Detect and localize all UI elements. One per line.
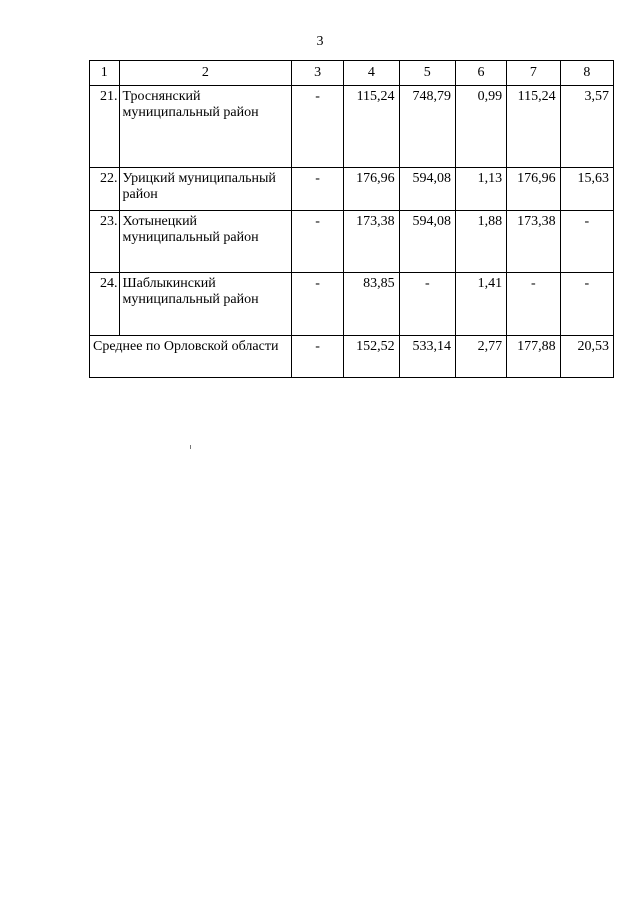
table-row	[90, 86, 614, 168]
header-cell: 5	[399, 61, 455, 86]
table-cell: -	[507, 273, 561, 336]
data-table	[89, 60, 614, 378]
table-cell: 115,24	[344, 86, 400, 168]
table-cell: 15,63	[560, 168, 613, 211]
table-cell: 177,88	[507, 336, 561, 378]
header-cell: 1	[90, 61, 120, 86]
page-number: 3	[316, 34, 324, 49]
row-number: 21.	[90, 86, 120, 168]
table-cell: 533,14	[399, 336, 455, 378]
table-row	[90, 168, 614, 211]
header-cell: 2	[119, 61, 292, 86]
district-name: Урицкий муниципальный район	[119, 168, 292, 211]
table-cell: 173,38	[344, 211, 400, 273]
table-cell: -	[560, 273, 613, 336]
header-cell: 3	[292, 61, 344, 86]
table-cell: -	[292, 211, 344, 273]
table-cell: 594,08	[399, 168, 455, 211]
row-number: 22.	[90, 168, 120, 211]
table-cell: 173,38	[507, 211, 561, 273]
row-number: 24.	[90, 273, 120, 336]
header-cell: 8	[560, 61, 613, 86]
scan-speck	[190, 445, 191, 449]
table-cell: -	[292, 336, 344, 378]
table-cell: -	[292, 168, 344, 211]
table-cell: 3,57	[560, 86, 613, 168]
table-row	[90, 273, 614, 336]
table-cell: 1,13	[456, 168, 507, 211]
total-row	[90, 336, 614, 378]
table-cell: -	[292, 273, 344, 336]
table-cell: 176,96	[507, 168, 561, 211]
table-cell: 594,08	[399, 211, 455, 273]
table-cell: 2,77	[456, 336, 507, 378]
table-cell: 115,24	[507, 86, 561, 168]
table-cell: 1,41	[456, 273, 507, 336]
table-cell: 176,96	[344, 168, 400, 211]
header-cell: 7	[507, 61, 561, 86]
header-row	[90, 61, 614, 86]
table-cell: -	[292, 86, 344, 168]
district-name: Троснянский муниципальный район	[119, 86, 292, 168]
header-cell: 4	[344, 61, 400, 86]
row-number: 23.	[90, 211, 120, 273]
table-cell: -	[399, 273, 455, 336]
table-cell: 152,52	[344, 336, 400, 378]
header-cell: 6	[456, 61, 507, 86]
table-cell: 1,88	[456, 211, 507, 273]
district-name: Хотынецкий муниципальный район	[119, 211, 292, 273]
table-cell: 83,85	[344, 273, 400, 336]
district-name: Шаблыкинский муниципальный район	[119, 273, 292, 336]
table-cell: -	[560, 211, 613, 273]
table-cell: 0,99	[456, 86, 507, 168]
table-cell: 20,53	[560, 336, 613, 378]
total-label: Среднее по Орловской области	[90, 336, 292, 378]
table-row	[90, 211, 614, 273]
table-cell: 748,79	[399, 86, 455, 168]
